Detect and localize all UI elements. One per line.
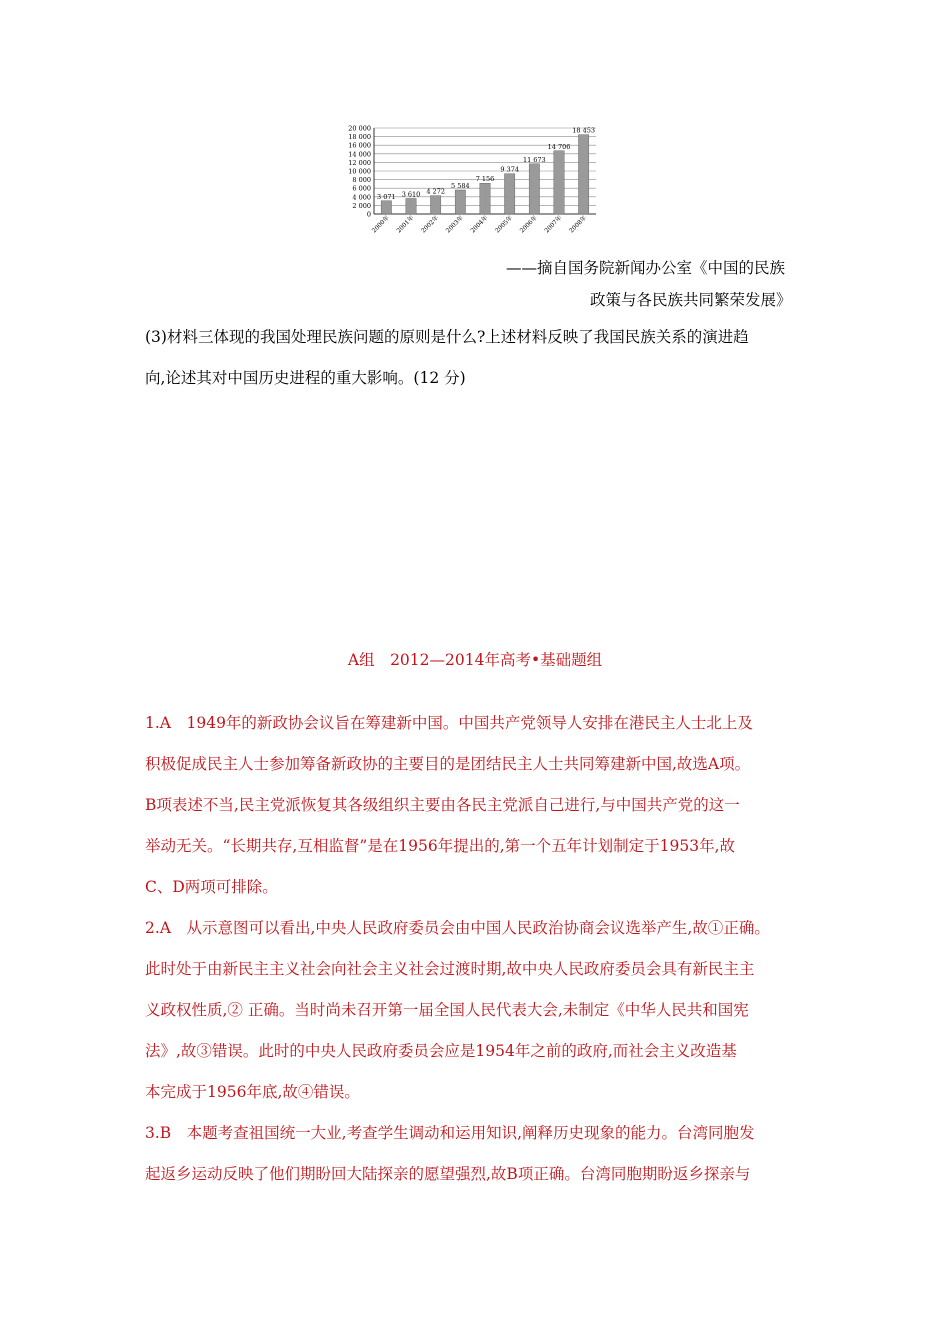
source-line-1: ——摘自国务院新闻办公室《中国的民族: [506, 259, 786, 277]
answer-line: B项表述不当,民主党派恢复其各级组织主要由各民主党派自己进行,与中国共产党的这一: [145, 796, 740, 814]
answer-line: 2.A 从示意图可以看出,中央人民政府委员会由中国人民政治协商会议选举产生,故①正确。: [145, 919, 770, 937]
y-tick-label: 2 000: [352, 201, 371, 210]
section-title: A组 2012—2014年高考•基础题组: [347, 651, 603, 669]
bar-value-label: 3 071: [377, 192, 396, 201]
x-tick-label: 2004年: [469, 214, 490, 235]
bar-value-label: 4 272: [426, 187, 445, 196]
bar-chart-svg: [340, 118, 620, 250]
answer-line: 举动无关。“长期共存,互相监督”是在1956年提出的,第一个五年计划制定于1953年,故: [145, 837, 736, 855]
bar: [529, 164, 539, 214]
bar: [504, 174, 514, 214]
answer-line: C、D两项可排除。: [145, 878, 278, 896]
bar-value-label: 14 706: [547, 142, 571, 151]
bar-value-label: 9 374: [500, 165, 519, 174]
y-tick-label: 20 000: [348, 124, 371, 133]
bar: [406, 198, 416, 214]
bar-value-label: 7 156: [475, 175, 495, 184]
y-tick-label: 18 000: [348, 133, 371, 142]
bar: [554, 151, 564, 214]
answer-line: 本完成于1956年底,故④错误。: [145, 1083, 360, 1101]
bar: [381, 201, 391, 214]
bar-chart: [340, 118, 620, 250]
y-tick-label: 12 000: [348, 158, 371, 167]
answer-line: 起返乡运动反映了他们期盼回大陆探亲的愿望强烈,故B项正确。台湾同胞期盼返乡探亲与: [145, 1165, 751, 1183]
y-tick-label: 8 000: [352, 176, 371, 185]
source-line-2: 政策与各民族共同繁荣发展》: [590, 291, 792, 309]
x-tick-label: 2002年: [420, 214, 441, 235]
bar: [455, 190, 465, 214]
y-tick-label: 0: [366, 210, 371, 219]
bar-value-label: 11 673: [522, 155, 546, 164]
x-tick-label: 2001年: [395, 214, 416, 235]
bar-value-label: 3 610: [401, 190, 421, 199]
y-tick-label: 4 000: [352, 193, 371, 202]
question-line-1: (3)材料三体现的我国处理民族问题的原则是什么?上述材料反映了我国民族关系的演进趋: [145, 328, 749, 346]
x-tick-label: 2000年: [370, 214, 391, 235]
bar: [480, 183, 490, 214]
bar: [430, 196, 440, 214]
y-tick-label: 6 000: [352, 184, 371, 193]
y-tick-label: 16 000: [348, 141, 371, 150]
answer-line: 积极促成民主人士参加筹备新政协的主要目的是团结民主人士共同筹建新中国,故选A项。: [145, 755, 751, 773]
x-tick-label: 2006年: [518, 214, 539, 235]
answer-line: 3.B 本题考查祖国统一大业,考查学生调动和运用知识,阐释历史现象的能力。台湾同胞发: [145, 1124, 755, 1142]
x-tick-label: 2003年: [444, 214, 465, 235]
answer-line: 义政权性质,② 正确。当时尚未召开第一届全国人民代表大会,未制定《中华人民共和国宪: [145, 1001, 749, 1019]
x-tick-label: 2005年: [494, 214, 515, 235]
x-tick-label: 2007年: [543, 214, 564, 235]
y-tick-label: 14 000: [348, 150, 371, 159]
answer-line: 1.A 1949年的新政协会议旨在筹建新中国。中国共产党领导人安排在港民主人士北上及: [145, 714, 753, 732]
bar: [578, 135, 588, 214]
y-tick-label: 10 000: [348, 167, 371, 176]
answer-line: 法》,故③错误。此时的中央人民政府委员会应是1954年之前的政府,而社会主义改造基: [145, 1042, 737, 1060]
answer-line: 此时处于由新民主主义社会向社会主义社会过渡时期,故中央人民政府委员会具有新民主主: [145, 960, 755, 978]
question-line-2: 向,论述其对中国历史进程的重大影响。(12 分): [145, 369, 466, 387]
bar-value-label: 5 584: [451, 181, 470, 190]
x-tick-label: 2008年: [568, 214, 589, 235]
bar-value-label: 18 453: [572, 126, 596, 135]
